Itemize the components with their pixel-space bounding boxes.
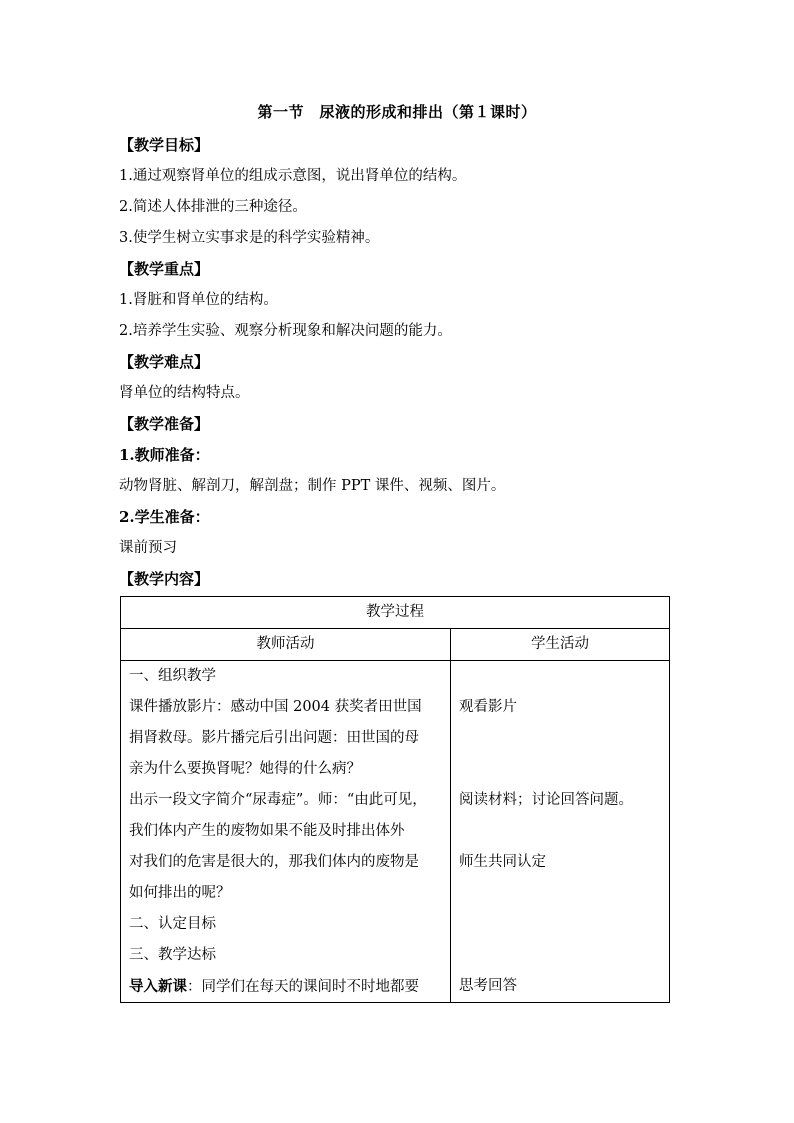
student-preparation-text: 课前预习 [119,540,177,556]
table-caption: 教学过程 [121,597,670,629]
teacher-activity-line: 捐肾救母。影片播完后引出问题：田世国的母 [129,730,419,746]
teacher-activity-line: 课件播放影片：感动中国 2004 获奖者田世国 [129,699,422,715]
student-activity-line [451,816,669,847]
teacher-activity-line [121,971,450,1002]
student-activity-line [451,723,669,754]
teacher-activity-line: 出示一段文字简介“尿毒症”。师：“由此可见， [129,792,427,808]
difficulty-item: 肾单位的结构特点。 [119,385,250,401]
table-row [121,661,670,1003]
student-activity-line [451,940,669,971]
teacher-activity-line: 三、教学达标 [129,947,216,963]
student-activity-line: 思考回答 [459,978,517,994]
teacher-activity-line: 亲为什么要换肾呢？她得的什么病？ [129,761,361,777]
teacher-preparation-text: 动物肾脏、解剖刀，解剖盘；制作 PPT 课件、视频、图片。 [119,478,506,494]
teacher-activity-cell [121,661,451,1003]
student-activity-line [451,909,669,940]
student-preparation-heading: 2.学生准备： [119,508,210,526]
teacher-activity-line: 一、组织教学 [129,668,216,684]
key-point-item: 1.肾脏和肾单位的结构。 [119,292,278,308]
teacher-activity-line: 对我们的危害是很大的，那我们体内的废物是 [129,854,419,870]
content-heading: 【教学内容】 [119,570,210,588]
objectives-heading: 【教学目标】 [119,136,210,154]
document-body [119,130,679,595]
teacher-preparation-heading: 1.教师准备： [119,446,210,464]
difficulties-heading: 【教学难点】 [119,353,210,371]
teacher-activity-line: 我们体内产生的废物如果不能及时排出体外 [129,823,405,839]
student-activity-line [451,661,669,692]
teacher-activity-line: 二、认定目标 [129,916,216,932]
table-caption-row [121,597,670,629]
objective-item: 2.简述人体排泄的三种途径。 [119,199,307,215]
table-header-row [121,629,670,661]
student-activity-line: 观看影片 [459,699,517,715]
column-header-student: 学生活动 [451,629,670,661]
teacher-activity-line: 如何排出的呢？ [129,885,231,901]
objective-item: 3.使学生树立实事求是的科学实验精神。 [119,230,380,246]
column-header-teacher: 教师活动 [121,629,451,661]
student-activity-line [451,754,669,785]
student-activity-line [451,878,669,909]
objective-item: 1.通过观察肾单位的组成示意图，说出肾单位的结构。 [119,168,467,184]
student-activity-line: 师生共同认定 [459,854,546,870]
page-title: 第一节 尿液的形成和排出（第１课时） [257,103,537,121]
lesson-process-table [120,596,670,1003]
lead-in-label: 导入新课 [129,978,187,995]
preparation-heading: 【教学准备】 [119,415,210,433]
key-point-item: 2.培养学生实验、观察分析现象和解决问题的能力。 [119,323,452,339]
key-points-heading: 【教学重点】 [119,260,210,278]
student-activity-cell [451,661,670,1003]
lead-in-text: ：同学们在每天的课间时不时地都要 [187,979,419,995]
student-activity-line: 阅读材料；讨论回答问题。 [459,792,633,808]
